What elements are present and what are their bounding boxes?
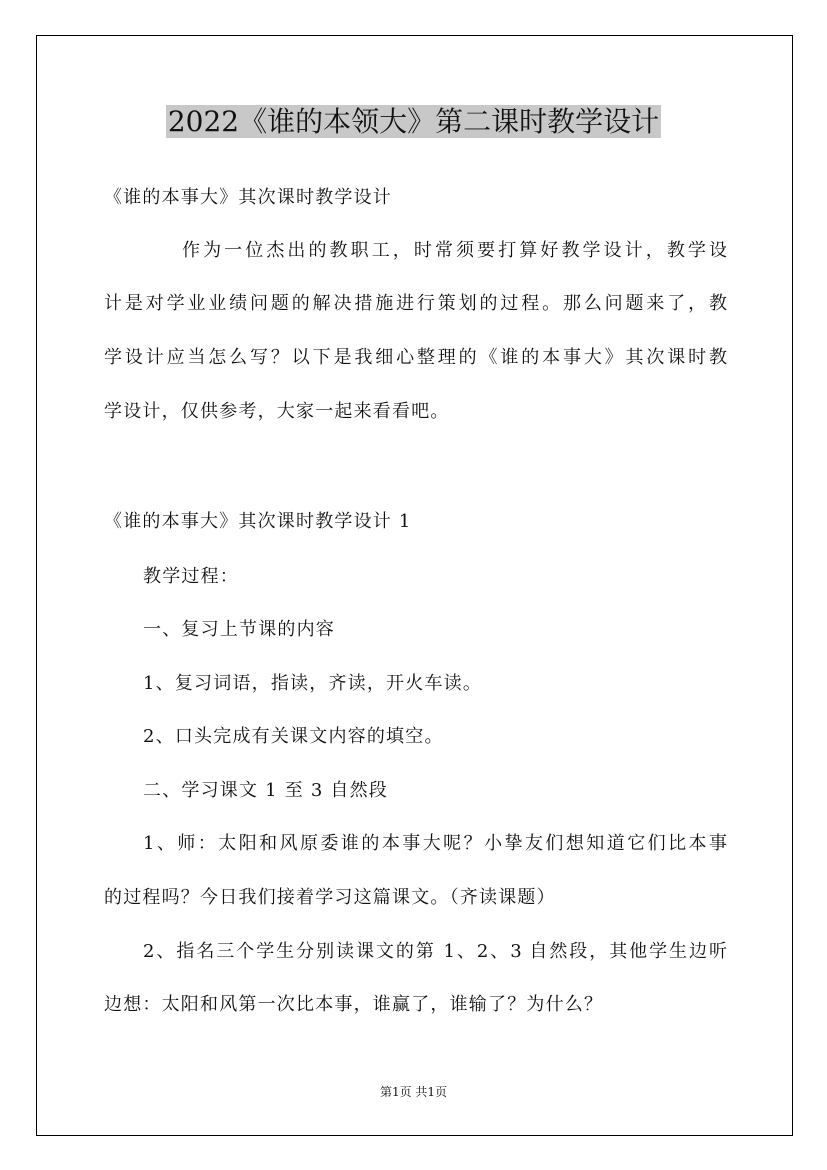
body-line-8: 2、指名三个学生分别读课文的第 1、2、3 自然段，其他学生边听 [143,941,727,962]
page-footer: 第1页 共1页 [379,1085,448,1099]
document-title [0,100,827,144]
intro-line-2: 计是对学业业绩问题的解决措施进行策划的过程。那么问题来了，教 [104,293,727,314]
intro-line-3: 学设计应当怎么写？以下是我细心整理的《谁的本事大》其次课时教 [104,347,727,368]
body-line-2: 一、复习上节课的内容 [143,619,335,640]
document-title-text: 2022《谁的本领大》第二课时教学设计 [167,105,660,138]
intro-line-4: 学设计，仅供参考，大家一起来看看吧。 [104,401,450,422]
body-line-7: 的过程吗？今日我们接着学习这篇课文。（齐读课题） [104,887,556,908]
body-line-5: 二、学习课文 1 至 3 自然段 [143,780,388,801]
intro-line-1: 作为一位杰出的教职工，时常须要打算好教学设计，教学设 [182,240,727,261]
body-line-1: 教学过程： [143,566,239,587]
body-line-3: 1、复习词语，指读，齐读，开火车读。 [143,673,483,694]
body-line-6: 1、师：太阳和风原委谁的本事大呢？小挚友们想知道它们比本事 [143,833,727,854]
section-title: 《谁的本事大》其次课时教学设计 1 [104,511,412,532]
document-subtitle: 《谁的本事大》其次课时教学设计 [104,187,392,208]
body-line-4: 2、口头完成有关课文内容的填空。 [143,726,444,747]
body-line-9: 边想：太阳和风第一次比本事，谁赢了，谁输了？为什么？ [104,994,604,1015]
